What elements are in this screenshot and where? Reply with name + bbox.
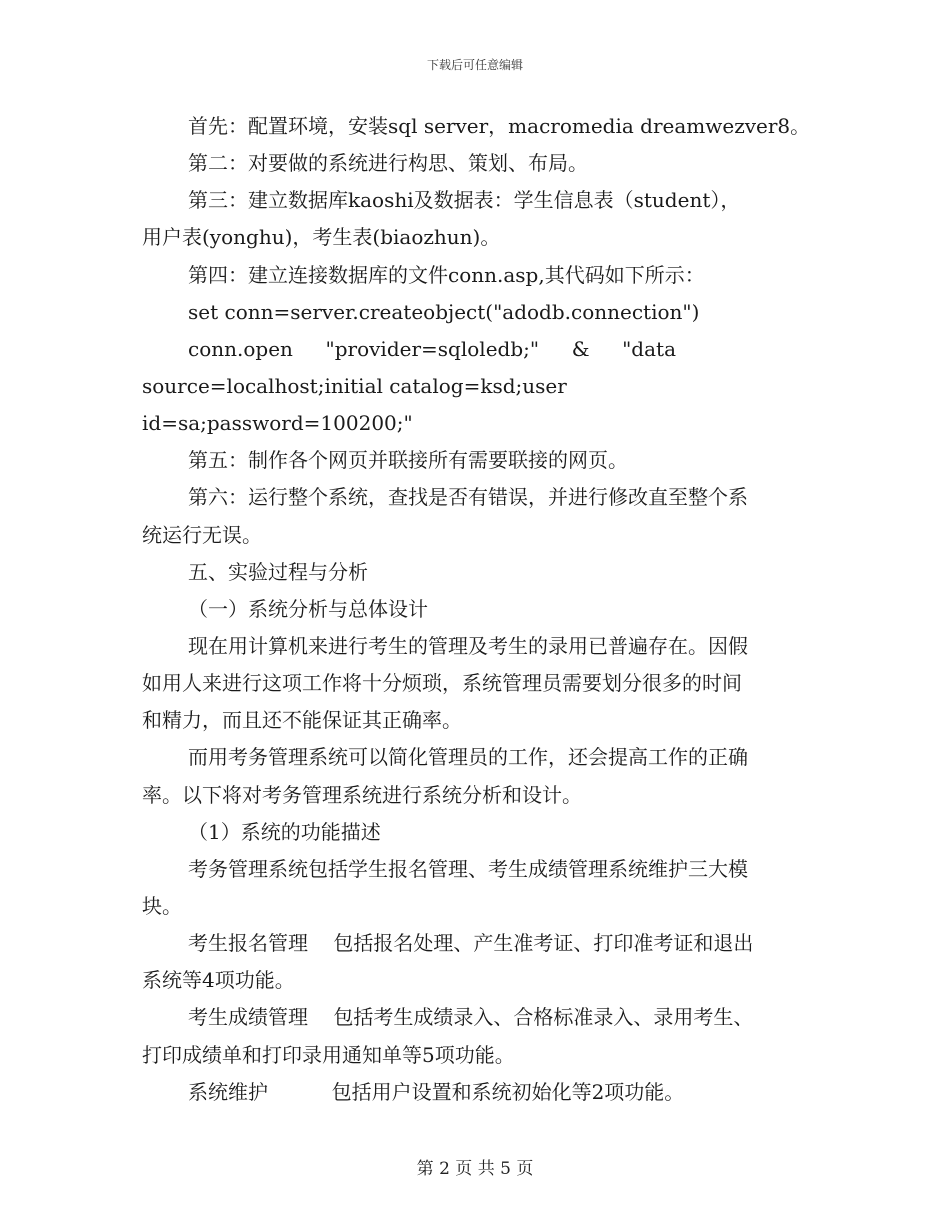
paragraph-line: 系统等4项功能。 (142, 968, 295, 993)
code-token: "provider=sqloledb;" (325, 336, 540, 361)
paragraph-line: 率。以下将对考务管理系统进行系统分析和设计。 (142, 782, 582, 807)
code-token: "data (622, 336, 676, 361)
subsection-heading: （一）系统分析与总体设计 (188, 596, 428, 621)
paragraph-line: 首先：配置环境，安装sql server，macromedia dreamwezver8。 (188, 114, 810, 138)
paragraph-line: 系统维护 包括用户设置和系统初始化等2项功能。 (188, 1079, 685, 1104)
paragraph-line: 第四：建立连接数据库的文件conn.asp,其代码如下所示： (188, 262, 705, 287)
paragraph-line: 第二：对要做的系统进行构思、策划、布局。 (188, 151, 588, 176)
paragraph-line: 统运行无误。 (142, 522, 262, 547)
paragraph-line: 现在用计算机来进行考生的管理及考生的录用已普遍存在。因假 (188, 633, 748, 658)
paragraph-line: 考生报名管理 包括报名处理、产生准考证、打印准考证和退出 (188, 931, 754, 956)
paragraph-line: 考务管理系统包括学生报名管理、考生成绩管理系统维护三大模 (188, 856, 748, 881)
subsection-heading: （1）系统的功能描述 (188, 819, 381, 844)
paragraph-line: 用户表(yonghu)，考生表(biaozhun)。 (142, 225, 501, 250)
code-line: set conn=server.createobject("adodb.connection") (188, 299, 700, 324)
paragraph-line: 而用考务管理系统可以简化管理员的工作，还会提高工作的正确 (188, 745, 748, 770)
paragraph-line: 块。 (142, 893, 182, 918)
paragraph-line: 第三：建立数据库kaoshi及数据表：学生信息表（student）， (188, 188, 741, 213)
paragraph-line: 如用人来进行这项工作将十分烦琐，系统管理员需要划分很多的时间 (142, 671, 742, 696)
page-footer: 第 2 页 共 5 页 (416, 1159, 534, 1179)
paragraph-line: 考生成绩管理 包括考生成绩录入、合格标准录入、录用考生、 (188, 1005, 754, 1030)
code-line (142, 331, 810, 368)
paragraph-line: 第五：制作各个网页并联接所有需要联接的网页。 (188, 448, 628, 473)
code-line: id=sa;password=100200;" (142, 411, 413, 436)
code-line: source=localhost;initial catalog=ksd;user (142, 373, 567, 398)
paragraph-line: 打印成绩单和打印录用通知单等5项功能。 (142, 1042, 515, 1067)
code-token: conn.open (188, 336, 293, 361)
page-header: 下载后可任意编辑 (426, 58, 523, 72)
section-heading: 五、实验过程与分析 (188, 559, 368, 584)
paragraph-line: 第六：运行整个系统，查找是否有错误，并进行修改直至整个系 (188, 485, 748, 510)
paragraph-line: 和精力，而且还不能保证其正确率。 (142, 708, 462, 733)
document-body (142, 108, 810, 1111)
code-token: & (571, 336, 590, 361)
